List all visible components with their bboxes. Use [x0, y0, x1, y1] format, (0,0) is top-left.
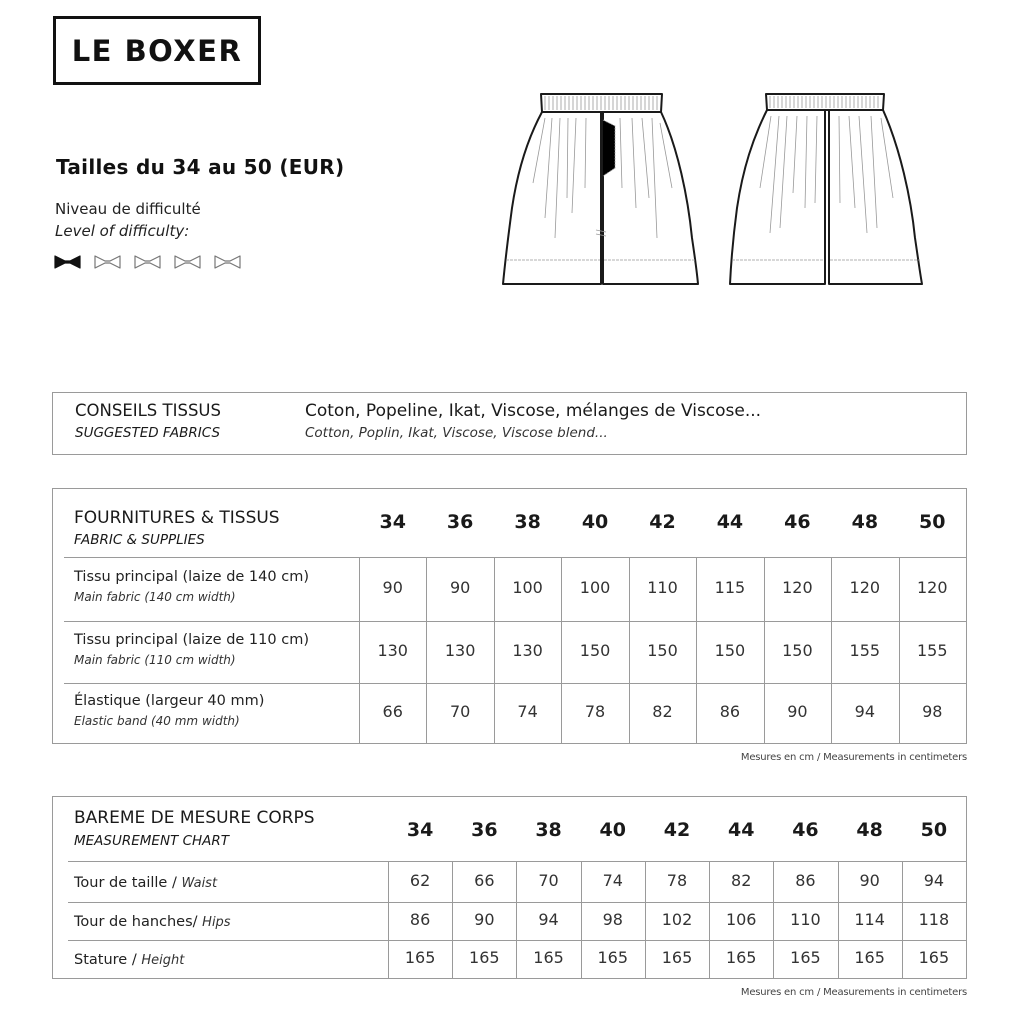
pattern-title: LE BOXER [71, 33, 243, 68]
table-row [53, 683, 966, 743]
size-column-header: 50 [920, 819, 948, 841]
measurement-header-fr: BAREME DE MESURE CORPS [74, 808, 315, 828]
column-divider [359, 557, 360, 743]
table-cell: 66 [474, 870, 495, 890]
table-cell: 120 [782, 578, 813, 597]
row-label-en: Main fabric (110 cm width) [74, 653, 236, 667]
table-row [53, 557, 966, 621]
table-cell: 90 [449, 578, 471, 597]
table-cell: 82 [731, 870, 752, 890]
column-divider [773, 861, 774, 978]
column-divider [838, 861, 839, 978]
table-cell: 130 [377, 641, 408, 660]
table-cell: 114 [854, 910, 885, 929]
table-cell: 102 [661, 910, 693, 929]
table-cell: 165 [918, 948, 950, 967]
table-row [53, 621, 966, 683]
row-label [74, 872, 217, 891]
table-cell: 90 [859, 870, 880, 890]
table-cell: 94 [538, 910, 559, 929]
size-column-header: 46 [792, 819, 819, 841]
table-cell: 155 [916, 641, 948, 660]
supplies-measurement-note: Mesures en cm / Measurements in centimeters [740, 752, 967, 763]
bow-tie-empty-icon [173, 254, 202, 270]
column-divider [629, 557, 630, 743]
table-cell: 62 [409, 870, 431, 890]
size-column-header: 44 [716, 511, 744, 533]
shorts-front-illustration [500, 88, 705, 292]
table-row [53, 902, 966, 940]
sizes-range: Tailles du 34 au 50 (EUR) [56, 155, 345, 179]
size-column-header: 46 [784, 511, 811, 533]
size-column-header: 36 [446, 511, 474, 533]
table-cell: 150 [782, 641, 813, 660]
size-column-header: 42 [663, 819, 691, 841]
bow-tie-filled-icon [53, 254, 82, 270]
size-column-header: 34 [406, 819, 434, 841]
table-cell: 130 [512, 641, 543, 660]
row-label-fr: Tour de hanches/ [74, 914, 203, 930]
fabrics-value-fr: Coton, Popeline, Ikat, Viscose, mélanges de Viscose... [305, 401, 762, 421]
row-label-en: Height [141, 953, 185, 968]
table-cell: 86 [409, 910, 431, 929]
supplies-table [52, 488, 967, 744]
size-column-header: 42 [649, 511, 676, 533]
row-label-fr: Tissu principal (laize de 110 cm) [74, 632, 309, 648]
difficulty-label-en: Level of difficulty: [55, 222, 190, 240]
title-box [53, 16, 261, 85]
table-cell: 98 [922, 702, 943, 721]
size-column-header: 48 [856, 819, 883, 841]
column-divider [696, 557, 697, 743]
column-divider [831, 557, 832, 743]
size-column-header: 48 [851, 511, 879, 533]
fabrics-header-fr: CONSEILS TISSUS [75, 401, 221, 420]
row-label-fr: Stature / [74, 952, 142, 968]
table-cell: 150 [579, 641, 611, 660]
row-label-en: Main fabric (140 cm width) [74, 590, 236, 604]
table-cell: 150 [647, 641, 678, 660]
column-divider [494, 557, 495, 743]
column-divider [764, 557, 765, 743]
table-cell: 100 [512, 578, 543, 597]
size-column-header: 44 [727, 819, 755, 841]
table-cell: 98 [602, 910, 623, 929]
column-divider [426, 557, 427, 743]
row-label-fr: Tour de taille / [74, 874, 182, 891]
measurement-header-en: MEASUREMENT CHART [74, 833, 230, 849]
bow-tie-empty-icon [213, 254, 242, 270]
size-column-header: 34 [379, 511, 406, 533]
table-cell: 165 [469, 948, 500, 967]
size-column-header: 40 [599, 819, 626, 841]
column-divider [899, 557, 900, 743]
table-cell: 74 [602, 870, 623, 890]
table-cell: 120 [849, 578, 881, 597]
measurement-chart-table [52, 796, 967, 979]
table-cell: 94 [854, 702, 875, 721]
table-cell: 120 [916, 578, 948, 597]
table-cell: 165 [725, 948, 757, 967]
table-cell: 82 [652, 702, 673, 721]
table-cell: 155 [849, 641, 881, 660]
table-cell: 66 [382, 702, 403, 721]
difficulty-label-fr: Niveau de difficulté [55, 200, 201, 218]
measurement-chart-note: Mesures en cm / Measurements in centimeters [740, 987, 967, 998]
table-cell: 165 [790, 948, 821, 967]
size-column-header: 40 [581, 511, 609, 533]
table-cell: 94 [923, 870, 945, 890]
size-column-header: 50 [919, 511, 946, 533]
table-cell: 110 [790, 910, 821, 929]
column-divider [902, 861, 903, 978]
suggested-fabrics-box [52, 392, 967, 455]
row-label [74, 911, 231, 930]
size-column-header: 38 [535, 819, 562, 841]
table-cell: 70 [538, 870, 559, 890]
difficulty-rating [53, 254, 242, 270]
table-cell: 165 [404, 948, 436, 967]
supplies-header-fr: FOURNITURES & TISSUS [74, 508, 280, 528]
fabrics-value-en: Cotton, Poplin, Ikat, Viscose, Viscose blend... [305, 425, 608, 441]
table-cell: 90 [474, 910, 495, 929]
table-cell: 118 [918, 910, 950, 929]
column-divider [645, 861, 646, 978]
row-label-en: Elastic band (40 mm width) [74, 714, 240, 728]
table-cell: 165 [597, 948, 629, 967]
column-divider [516, 861, 517, 978]
table-cell: 90 [382, 578, 403, 597]
row-label-fr: Tissu principal (laize de 140 cm) [74, 569, 309, 585]
column-divider [388, 861, 389, 978]
fabrics-header-en: SUGGESTED FABRICS [75, 425, 221, 441]
size-column-header: 36 [471, 819, 498, 841]
table-cell: 70 [449, 702, 471, 721]
table-cell: 78 [666, 870, 688, 890]
row-label-fr: Élastique (largeur 40 mm) [74, 693, 265, 709]
supplies-header-en: FABRIC & SUPPLIES [74, 532, 205, 548]
table-cell: 110 [647, 578, 678, 597]
column-divider [709, 861, 710, 978]
table-cell: 106 [725, 910, 757, 929]
table-row [53, 940, 966, 978]
row-label-en: Waist [181, 875, 218, 891]
row-label-en: Hips [202, 915, 231, 930]
table-cell: 165 [854, 948, 885, 967]
table-cell: 86 [795, 870, 816, 890]
bow-tie-empty-icon [93, 254, 122, 270]
column-divider [452, 861, 453, 978]
table-cell: 130 [444, 641, 476, 660]
table-cell: 150 [714, 641, 746, 660]
table-cell: 165 [533, 948, 564, 967]
table-cell: 78 [584, 702, 606, 721]
table-cell: 100 [579, 578, 611, 597]
column-divider [581, 861, 582, 978]
table-cell: 74 [517, 702, 538, 721]
table-cell: 90 [787, 702, 808, 721]
column-divider [561, 557, 562, 743]
table-cell: 86 [719, 702, 741, 721]
bow-tie-empty-icon [133, 254, 162, 270]
table-row [53, 861, 966, 902]
shorts-back-illustration [725, 88, 930, 292]
table-cell: 115 [714, 578, 746, 597]
table-cell: 165 [661, 948, 693, 967]
row-label [74, 949, 184, 968]
size-column-header: 38 [514, 511, 541, 533]
